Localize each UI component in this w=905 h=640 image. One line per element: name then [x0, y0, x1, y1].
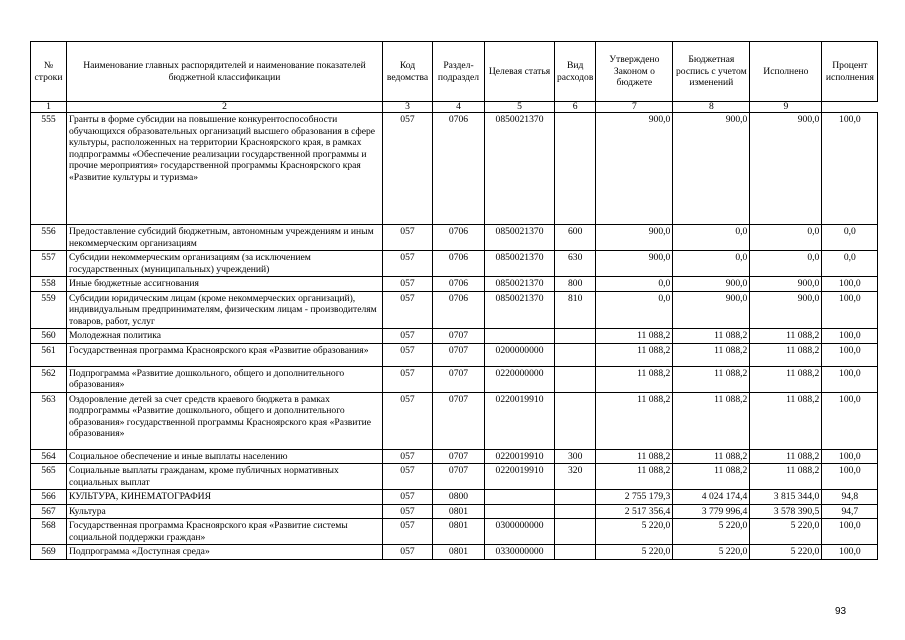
schedule-amount: 5 220,0: [673, 545, 750, 560]
approved-amount: 11 088,2: [596, 366, 673, 392]
section-code: 0707: [433, 449, 485, 464]
executed-amount: 900,0: [750, 291, 822, 329]
table-row: [31, 225, 878, 251]
target-code: 0850021370: [485, 251, 555, 277]
table-body: [31, 113, 878, 560]
section-code: 0707: [433, 392, 485, 449]
expense-type-code: [555, 392, 596, 449]
row-number: 568: [31, 519, 67, 545]
approved-amount: 900,0: [596, 225, 673, 251]
dept-code: 057: [383, 392, 433, 449]
approved-amount: 11 088,2: [596, 449, 673, 464]
dept-code: 057: [383, 329, 433, 344]
target-code: 0850021370: [485, 113, 555, 225]
section-code: 0800: [433, 490, 485, 505]
expense-type-code: [555, 343, 596, 366]
expense-type-code: 800: [555, 277, 596, 292]
row-name: Подпрограмма «Развитие дошкольного, общего и дополнительного образования»: [67, 366, 383, 392]
section-code: 0707: [433, 464, 485, 490]
section-code: 0801: [433, 504, 485, 519]
expense-type-code: 630: [555, 251, 596, 277]
row-name: Государственная программа Красноярского края «Развитие образования»: [67, 343, 383, 366]
column-number-row: [31, 102, 878, 113]
table-row: [31, 504, 878, 519]
section-code: 0706: [433, 277, 485, 292]
approved-amount: 11 088,2: [596, 464, 673, 490]
table-row: [31, 392, 878, 449]
schedule-amount: 4 024 174,4: [673, 490, 750, 505]
header-row-no: № строки: [31, 42, 67, 102]
header-expense-type: Вид расходов: [555, 42, 596, 102]
schedule-amount: 900,0: [673, 277, 750, 292]
col-number: 3: [383, 102, 433, 113]
row-number: 560: [31, 329, 67, 344]
target-code: 0850021370: [485, 291, 555, 329]
dept-code: 057: [383, 545, 433, 560]
executed-amount: 900,0: [750, 277, 822, 292]
row-name: Предоставление субсидий бюджетным, автономным учреждениям и иным некоммерческим организациям: [67, 225, 383, 251]
table-row: [31, 113, 878, 225]
row-number: 561: [31, 343, 67, 366]
schedule-amount: 11 088,2: [673, 392, 750, 449]
expense-type-code: 600: [555, 225, 596, 251]
dept-code: 057: [383, 251, 433, 277]
expense-type-code: [555, 545, 596, 560]
section-code: 0706: [433, 251, 485, 277]
executed-amount: 11 088,2: [750, 366, 822, 392]
table-row: [31, 366, 878, 392]
executed-amount: 11 088,2: [750, 343, 822, 366]
row-name: Культура: [67, 504, 383, 519]
header-percent: Процент исполнения: [822, 42, 878, 102]
expense-type-code: [555, 329, 596, 344]
dept-code: 057: [383, 464, 433, 490]
target-code: 0220000000: [485, 366, 555, 392]
executed-amount: 0,0: [750, 251, 822, 277]
schedule-amount: 3 779 996,4: [673, 504, 750, 519]
dept-code: 057: [383, 449, 433, 464]
row-name: Подпрограмма «Доступная среда»: [67, 545, 383, 560]
percent-value: 100,0: [822, 392, 878, 449]
approved-amount: 900,0: [596, 113, 673, 225]
row-name: Социальное обеспечение и иные выплаты населению: [67, 449, 383, 464]
row-number: 566: [31, 490, 67, 505]
approved-amount: 11 088,2: [596, 343, 673, 366]
percent-value: 0,0: [822, 225, 878, 251]
row-name: Субсидии некоммерческим организациям (за исключением государственных (муниципальных) учреждений): [67, 251, 383, 277]
target-code: 0220019910: [485, 449, 555, 464]
percent-value: 0,0: [822, 251, 878, 277]
schedule-amount: 11 088,2: [673, 449, 750, 464]
executed-amount: 5 220,0: [750, 545, 822, 560]
row-number: 569: [31, 545, 67, 560]
dept-code: 057: [383, 277, 433, 292]
table-row: [31, 291, 878, 329]
row-number: 558: [31, 277, 67, 292]
row-number: 555: [31, 113, 67, 225]
percent-value: 100,0: [822, 277, 878, 292]
section-code: 0707: [433, 329, 485, 344]
approved-amount: 5 220,0: [596, 519, 673, 545]
expense-type-code: [555, 113, 596, 225]
percent-value: 100,0: [822, 329, 878, 344]
row-number: 559: [31, 291, 67, 329]
table-row: [31, 449, 878, 464]
row-number: 562: [31, 366, 67, 392]
header-schedule: Бюджетная роспись с учетом изменений: [673, 42, 750, 102]
executed-amount: 0,0: [750, 225, 822, 251]
section-code: 0706: [433, 291, 485, 329]
percent-value: 100,0: [822, 519, 878, 545]
dept-code: 057: [383, 504, 433, 519]
section-code: 0707: [433, 343, 485, 366]
col-number: 4: [433, 102, 485, 113]
section-code: 0706: [433, 225, 485, 251]
percent-value: 100,0: [822, 366, 878, 392]
executed-amount: 11 088,2: [750, 329, 822, 344]
header-approved: Утверждено Законом о бюджете: [596, 42, 673, 102]
target-code: 0220019910: [485, 464, 555, 490]
col-number: 2: [67, 102, 383, 113]
schedule-amount: 11 088,2: [673, 343, 750, 366]
row-name: Социальные выплаты гражданам, кроме публичных нормативных социальных выплат: [67, 464, 383, 490]
target-code: 0330000000: [485, 545, 555, 560]
dept-code: 057: [383, 519, 433, 545]
header-section: Раздел-подраздел: [433, 42, 485, 102]
col-number: 5: [485, 102, 555, 113]
executed-amount: 11 088,2: [750, 449, 822, 464]
table-row: [31, 519, 878, 545]
schedule-amount: 0,0: [673, 251, 750, 277]
row-name: Гранты в форме субсидии на повышение конкурентоспособности обучающихся образовательных организаций высшего образования в сфере культуры, расположенных на территории Красноярского края, в рамках подпрограммы «Обеспечение реализации государственной программы и прочие мероприятия» государственной программы Красноярского края «Развитие культуры и туризма»: [67, 113, 383, 225]
expense-type-code: [555, 519, 596, 545]
percent-value: 100,0: [822, 113, 878, 225]
row-number: 565: [31, 464, 67, 490]
percent-value: 100,0: [822, 545, 878, 560]
executed-amount: 3 578 390,5: [750, 504, 822, 519]
percent-value: 94,7: [822, 504, 878, 519]
target-code: [485, 490, 555, 505]
row-name: КУЛЬТУРА, КИНЕМАТОГРАФИЯ: [67, 490, 383, 505]
target-code: 0300000000: [485, 519, 555, 545]
approved-amount: 2 755 179,3: [596, 490, 673, 505]
target-code: [485, 329, 555, 344]
header-name: Наименование главных распорядителей и наименование показателей бюджетной классификации: [67, 42, 383, 102]
schedule-amount: 11 088,2: [673, 366, 750, 392]
approved-amount: 11 088,2: [596, 329, 673, 344]
row-number: 564: [31, 449, 67, 464]
row-number: 556: [31, 225, 67, 251]
row-number: 563: [31, 392, 67, 449]
percent-value: 100,0: [822, 343, 878, 366]
dept-code: 057: [383, 343, 433, 366]
dept-code: 057: [383, 225, 433, 251]
table-row: [31, 329, 878, 344]
dept-code: 057: [383, 490, 433, 505]
col-number: 8: [673, 102, 750, 113]
page-number: 93: [835, 606, 847, 617]
executed-amount: 11 088,2: [750, 392, 822, 449]
section-code: 0801: [433, 545, 485, 560]
target-code: 0220019910: [485, 392, 555, 449]
schedule-amount: 5 220,0: [673, 519, 750, 545]
section-code: 0707: [433, 366, 485, 392]
section-code: 0706: [433, 113, 485, 225]
target-code: 0200000000: [485, 343, 555, 366]
header-executed: Исполнено: [750, 42, 822, 102]
table-row: [31, 490, 878, 505]
percent-value: 100,0: [822, 291, 878, 329]
schedule-amount: 11 088,2: [673, 464, 750, 490]
percent-value: 100,0: [822, 464, 878, 490]
approved-amount: 0,0: [596, 277, 673, 292]
section-code: 0801: [433, 519, 485, 545]
executed-amount: 5 220,0: [750, 519, 822, 545]
expense-type-code: [555, 366, 596, 392]
schedule-amount: 900,0: [673, 113, 750, 225]
table-row: [31, 251, 878, 277]
dept-code: 057: [383, 366, 433, 392]
dept-code: 057: [383, 291, 433, 329]
approved-amount: 11 088,2: [596, 392, 673, 449]
row-number: 557: [31, 251, 67, 277]
schedule-amount: 900,0: [673, 291, 750, 329]
executed-amount: 11 088,2: [750, 464, 822, 490]
executed-amount: 3 815 344,0: [750, 490, 822, 505]
row-name: Субсидии юридическим лицам (кроме некоммерческих организаций), индивидуальным предпринимателям, физическим лицам - производителям товаров, работ, услуг: [67, 291, 383, 329]
approved-amount: 2 517 356,4: [596, 504, 673, 519]
table-row: [31, 277, 878, 292]
expense-type-code: [555, 504, 596, 519]
executed-amount: 900,0: [750, 113, 822, 225]
header-row: [31, 42, 878, 102]
header-target: Целевая статья: [485, 42, 555, 102]
budget-table: [30, 41, 878, 560]
col-number: 6: [555, 102, 596, 113]
expense-type-code: 810: [555, 291, 596, 329]
table-row: [31, 343, 878, 366]
target-code: [485, 504, 555, 519]
table-row: [31, 464, 878, 490]
col-number: 9: [750, 102, 822, 113]
target-code: 0850021370: [485, 225, 555, 251]
approved-amount: 0,0: [596, 291, 673, 329]
table-row: [31, 545, 878, 560]
percent-value: 100,0: [822, 449, 878, 464]
percent-value: 94,8: [822, 490, 878, 505]
schedule-amount: 0,0: [673, 225, 750, 251]
dept-code: 057: [383, 113, 433, 225]
expense-type-code: 300: [555, 449, 596, 464]
row-name: Оздоровление детей за счет средств краевого бюджета в рамках подпрограммы «Развитие дошкольного, общего и дополнительного образования» государственной программы Красноярского края «Развитие образования»: [67, 392, 383, 449]
approved-amount: 900,0: [596, 251, 673, 277]
row-name: Молодежная политика: [67, 329, 383, 344]
schedule-amount: 11 088,2: [673, 329, 750, 344]
col-number: 7: [596, 102, 673, 113]
expense-type-code: 320: [555, 464, 596, 490]
expense-type-code: [555, 490, 596, 505]
approved-amount: 5 220,0: [596, 545, 673, 560]
target-code: 0850021370: [485, 277, 555, 292]
row-name: Иные бюджетные ассигнования: [67, 277, 383, 292]
header-dept: Код ведомства: [383, 42, 433, 102]
row-name: Государственная программа Красноярского края «Развитие системы социальной поддержки граждан»: [67, 519, 383, 545]
col-number: 1: [31, 102, 67, 113]
row-number: 567: [31, 504, 67, 519]
